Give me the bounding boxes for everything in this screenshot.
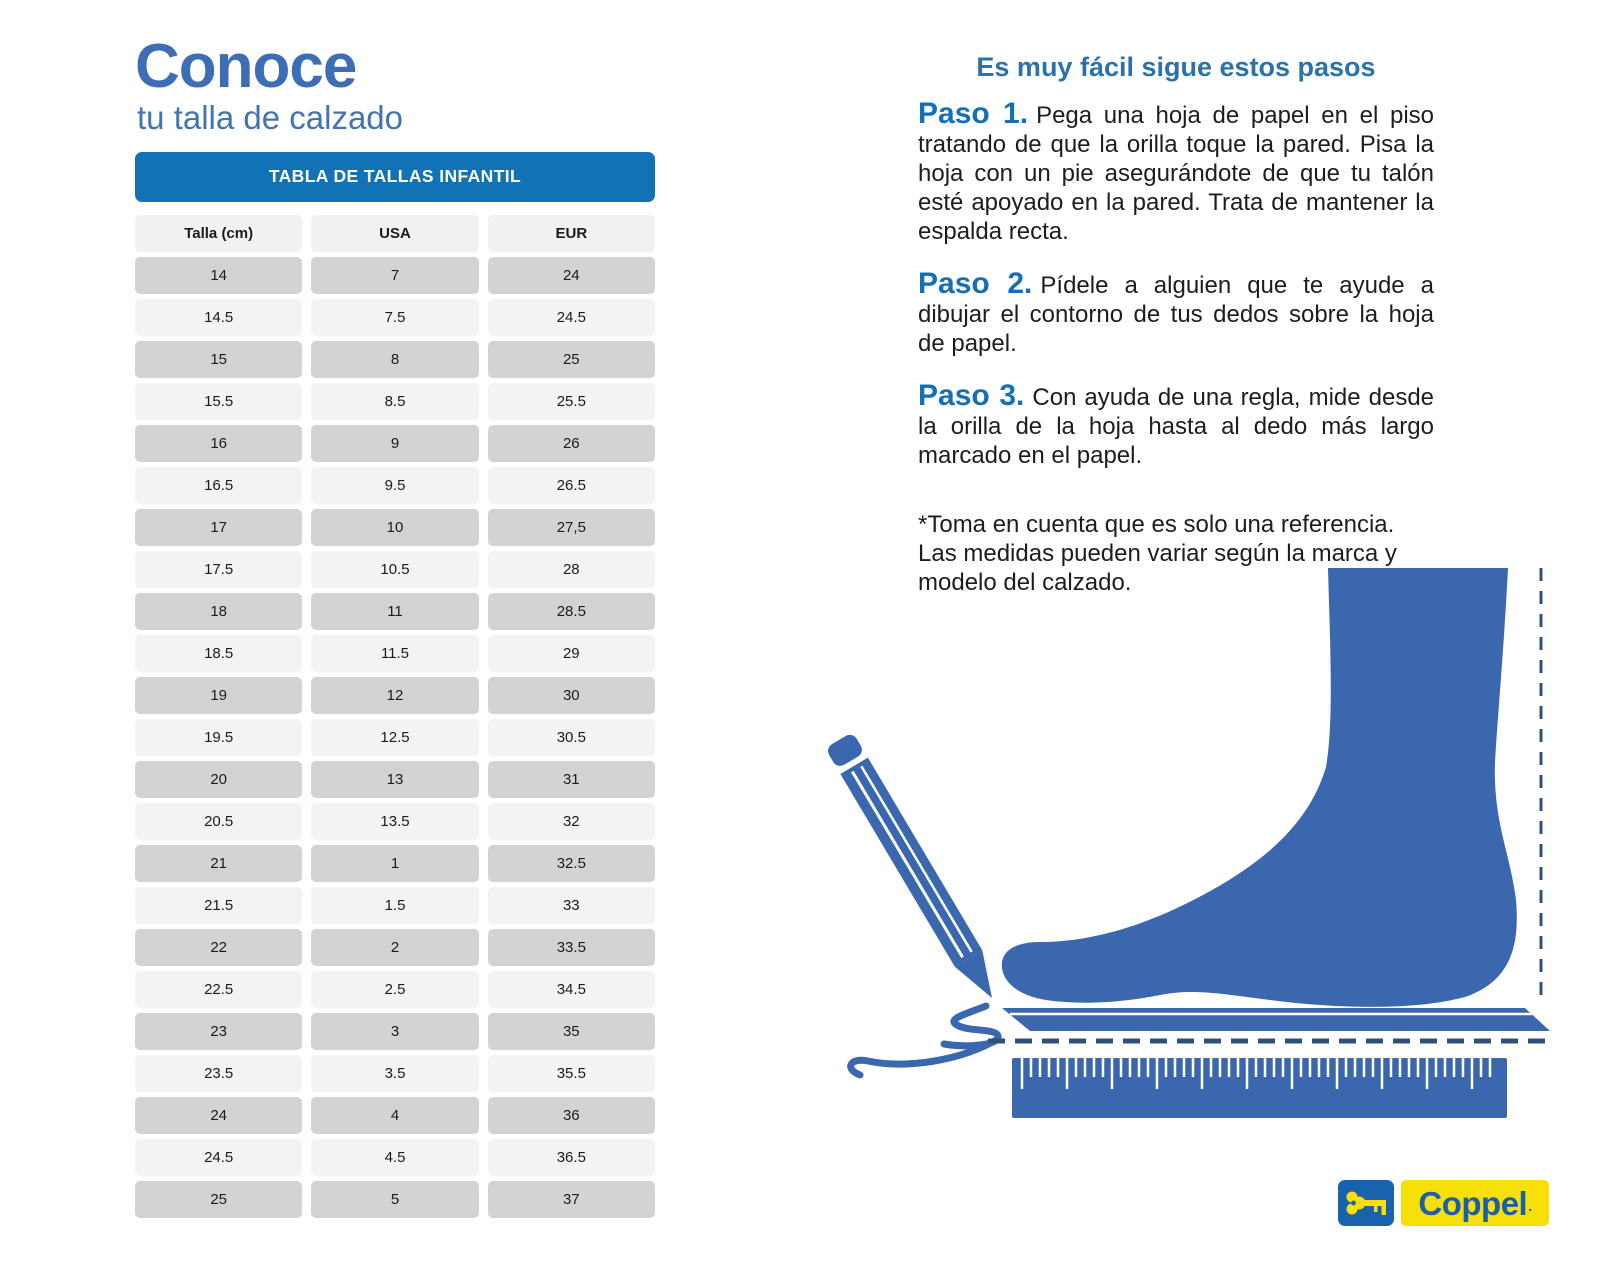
step-3-paragraph xyxy=(918,381,1434,470)
table-cell: 23 xyxy=(135,1013,302,1050)
table-cell: 11 xyxy=(311,593,478,630)
table-cell: 7 xyxy=(311,257,478,294)
table-cell: 28 xyxy=(488,551,655,588)
table-cell: 32.5 xyxy=(488,845,655,882)
table-cell: 26 xyxy=(488,425,655,462)
scribble-line xyxy=(851,1006,998,1075)
table-cell: 24 xyxy=(135,1097,302,1134)
disclaimer-note: *Toma en cuenta que es solo una referencia. Las medidas pueden variar según la marca y modelo del calzado. xyxy=(918,511,1397,596)
foot-icon xyxy=(1002,568,1517,1007)
table-cell: 14 xyxy=(135,257,302,294)
table-cell: 30.5 xyxy=(488,719,655,756)
table-cell: 7.5 xyxy=(311,299,478,336)
table-cell: 15.5 xyxy=(135,383,302,420)
brand-name: Coppel xyxy=(1418,1185,1528,1222)
table-cell: 13.5 xyxy=(311,803,478,840)
table-cell: 25.5 xyxy=(488,383,655,420)
table-cell: 23.5 xyxy=(135,1055,302,1092)
size-table xyxy=(135,215,655,1218)
foot-measure-illustration xyxy=(820,552,1565,1137)
table-cell: 36 xyxy=(488,1097,655,1134)
coppel-logo xyxy=(1338,1180,1549,1226)
column-header-eur: EUR xyxy=(488,215,655,252)
table-cell: 19 xyxy=(135,677,302,714)
table-cell: 9.5 xyxy=(311,467,478,504)
table-cell: 20 xyxy=(135,761,302,798)
table-cell: 10.5 xyxy=(311,551,478,588)
table-cell: 18 xyxy=(135,593,302,630)
table-cell: 30 xyxy=(488,677,655,714)
table-cell: 12.5 xyxy=(311,719,478,756)
paper-sheet-icon xyxy=(1002,1008,1550,1031)
step-3-text: Con ayuda de una regla, mide desde la orilla de la hoja hasta al dedo más largo marcado en el papel. xyxy=(918,384,1435,469)
table-cell: 27,5 xyxy=(488,509,655,546)
page-title: Conoce xyxy=(135,32,357,101)
table-cell: 35 xyxy=(488,1013,655,1050)
table-cell: 11.5 xyxy=(311,635,478,672)
table-cell: 32 xyxy=(488,803,655,840)
table-cell: 4 xyxy=(311,1097,478,1134)
table-cell: 26.5 xyxy=(488,467,655,504)
table-cell: 14.5 xyxy=(135,299,302,336)
table-cell: 25 xyxy=(135,1181,302,1218)
table-cell: 15 xyxy=(135,341,302,378)
table-banner: TABLA DE TALLAS INFANTIL xyxy=(135,152,655,202)
table-cell: 19.5 xyxy=(135,719,302,756)
coppel-wordmark xyxy=(1401,1180,1549,1226)
step-2-text: Pídele a alguien que te ayude a dibujar el contorno de tus dedos sobre la hoja de papel. xyxy=(918,272,1435,357)
table-cell: 24.5 xyxy=(135,1139,302,1176)
table-cell: 24.5 xyxy=(488,299,655,336)
table-cell: 16.5 xyxy=(135,467,302,504)
table-cell: 33 xyxy=(488,887,655,924)
table-cell: 22.5 xyxy=(135,971,302,1008)
table-cell: 17.5 xyxy=(135,551,302,588)
pencil-icon xyxy=(825,732,1006,1006)
table-cell: 16 xyxy=(135,425,302,462)
step-1-text: Pega una hoja de papel en el piso tratando de que la orilla toque la pared. Pisa la hoja con un pie asegurándote de que tu talón esté apoyado en la pared. Trata de mantener la espalda recta. xyxy=(918,102,1434,245)
step-1-label: Paso 1. xyxy=(918,97,1029,130)
table-cell: 28.5 xyxy=(488,593,655,630)
step-2-paragraph xyxy=(918,269,1434,358)
table-cell: 1.5 xyxy=(311,887,478,924)
table-cell: 10 xyxy=(311,509,478,546)
table-cell: 17 xyxy=(135,509,302,546)
table-cell: 22 xyxy=(135,929,302,966)
table-cell: 21 xyxy=(135,845,302,882)
size-guide-column xyxy=(135,32,655,1218)
table-cell: 2 xyxy=(311,929,478,966)
step-3-label: Paso 3. xyxy=(918,379,1025,412)
table-cell: 12 xyxy=(311,677,478,714)
column-header-usa: USA xyxy=(311,215,478,252)
table-cell: 25 xyxy=(488,341,655,378)
table-cell: 5 xyxy=(311,1181,478,1218)
table-cell: 3 xyxy=(311,1013,478,1050)
step-1-paragraph xyxy=(918,99,1434,246)
table-cell: 18.5 xyxy=(135,635,302,672)
table-cell: 3.5 xyxy=(311,1055,478,1092)
table-cell: 8 xyxy=(311,341,478,378)
table-cell: 13 xyxy=(311,761,478,798)
table-cell: 2.5 xyxy=(311,971,478,1008)
instructions-column xyxy=(918,52,1434,597)
table-cell: 4.5 xyxy=(311,1139,478,1176)
page-subtitle: tu talla de calzado xyxy=(137,98,404,136)
table-cell: 37 xyxy=(488,1181,655,1218)
table-cell: 29 xyxy=(488,635,655,672)
table-cell: 1 xyxy=(311,845,478,882)
table-cell: 35.5 xyxy=(488,1055,655,1092)
table-cell: 24 xyxy=(488,257,655,294)
column-header-talla-cm: Talla (cm) xyxy=(135,215,302,252)
step-2-label: Paso 2. xyxy=(918,267,1033,300)
table-cell: 20.5 xyxy=(135,803,302,840)
table-cell: 31 xyxy=(488,761,655,798)
table-cell: 8.5 xyxy=(311,383,478,420)
table-cell: 21.5 xyxy=(135,887,302,924)
table-cell: 34.5 xyxy=(488,971,655,1008)
table-cell: 9 xyxy=(311,425,478,462)
table-cell: 33.5 xyxy=(488,929,655,966)
key-icon xyxy=(1338,1180,1394,1226)
steps-heading: Es muy fácil sigue estos pasos xyxy=(976,52,1376,82)
brand-mark: . xyxy=(1528,1198,1532,1214)
ruler-icon xyxy=(1012,1058,1507,1118)
table-cell: 36.5 xyxy=(488,1139,655,1176)
